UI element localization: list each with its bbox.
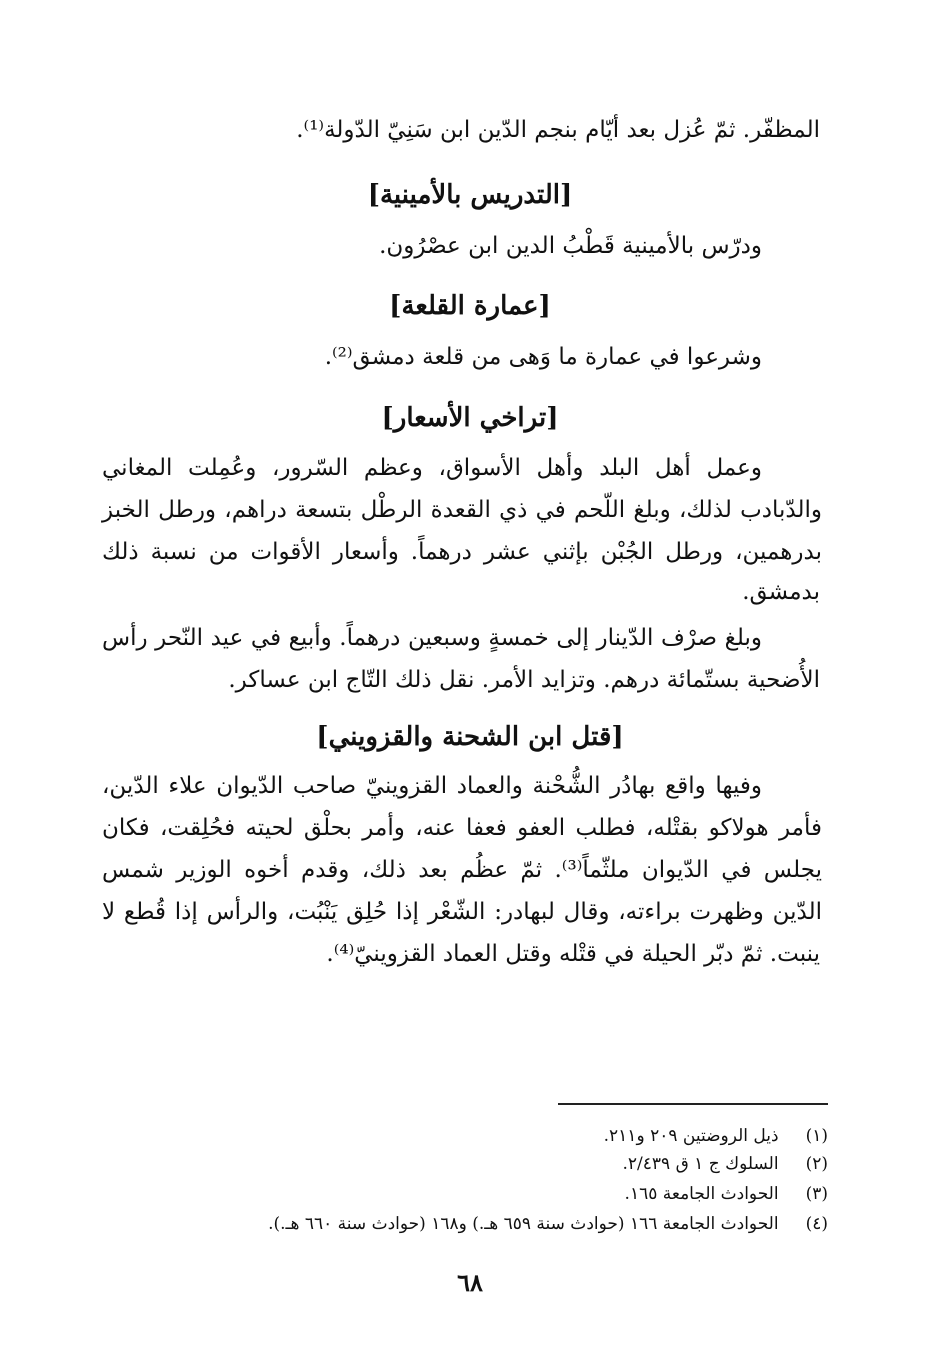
footnote-number: (٢) [805,1154,828,1174]
paragraph-line: بدرهمين، ورطل الجُبْن بإثني عشر درهماً. وأسعار الأقوات من نسبة ذلك [102,539,822,565]
paragraph-line: يجلس في الدّيوان ملثّماً⁽³⁾. ثمّ عظُم بعد ذلك، وقدم أخوه الوزير شمس [102,857,822,883]
paragraph-line: وعمل أهل البلد وأهل الأسواق، وعظم السّرور، وعُمِلت المغاني [102,455,762,481]
paragraph-line: وفيها واقع بهادُر الشُّحْنة والعماد القزوينيّ صاحب الدّيوان علاء الدّين، [102,773,762,799]
paragraph-line: فأمر هولاكو بقتْله، فطلب العفو فعفا عنه، وأمر بحلْق لحيته فحُلِقت، فكان [102,815,822,841]
footnote-text: الحوادث الجامعة ١٦٥. [624,1184,779,1204]
footnote-3 [108,1180,828,1208]
footnote-text: السلوك ج ١ ق ٢/٤٣٩. [622,1154,779,1174]
footnote-text: الحوادث الجامعة ١٦٦ (حوادث سنة ٦٥٩ هـ.) و١٦٨ (حوادث سنة ٦٦٠ هـ.). [268,1214,779,1234]
footnote-number: (٣) [805,1184,828,1204]
footnote-divider [558,1103,828,1105]
paragraph-line: الدّين وظهرت براءته، وقال لبهادر: الشّعْر إذا حُلِق يَنْبُت، والرأس إذا قُطع لا [102,899,822,925]
paragraph-line: ينبت. ثمّ دبّر الحيلة في قتْله وقتل العماد القزوينيّ⁽⁴⁾. [326,941,820,967]
section-heading-teaching: [التدريس بالأمينية] [367,180,573,210]
footnote-2 [108,1150,828,1178]
paragraph-line: والدّبادب لذلك، وبلغ اللّحم في ذي القعدة الرطْل بتسعة دراهم، ورطل الخبز [102,497,822,523]
section-heading-prices: [تراخي الأسعار] [381,403,559,433]
section-line: وشرعوا في عمارة ما وَهى من قلعة دمشق⁽²⁾. [324,344,762,370]
footnote-4 [108,1210,828,1238]
footnote-number: (٤) [805,1214,828,1234]
footnote-1 [108,1122,828,1150]
section-line: ودرّس بالأمينية قَطْبُ الدين ابن عصْرُون. [379,233,762,259]
footnote-text: ذيل الروضتين ٢٠٩ و٢١١. [603,1126,779,1146]
page-number: ٦٨ [457,1268,483,1297]
opening-line: المظفّر. ثمّ عُزل بعد أيّام بنجم الدّين ابن سَنِيّ الدّولة⁽¹⁾. [296,117,820,143]
paragraph-line: الأُضحية بستّمائة درهم. وتزايد الأمر. نقل ذلك التّاج ابن عساكر. [228,667,820,693]
section-heading-killing: [قتل ابن الشحنة والقزويني] [316,722,624,752]
section-heading-citadel: [عمارة القلعة] [389,291,551,321]
footnote-number: (١) [805,1126,828,1146]
paragraph-line: بدمشق. [742,579,820,605]
paragraph-line: وبلغ صرْف الدّينار إلى خمسةٍ وسبعين درهماً. وأبيع في عيد النّحر رأس [102,625,762,651]
